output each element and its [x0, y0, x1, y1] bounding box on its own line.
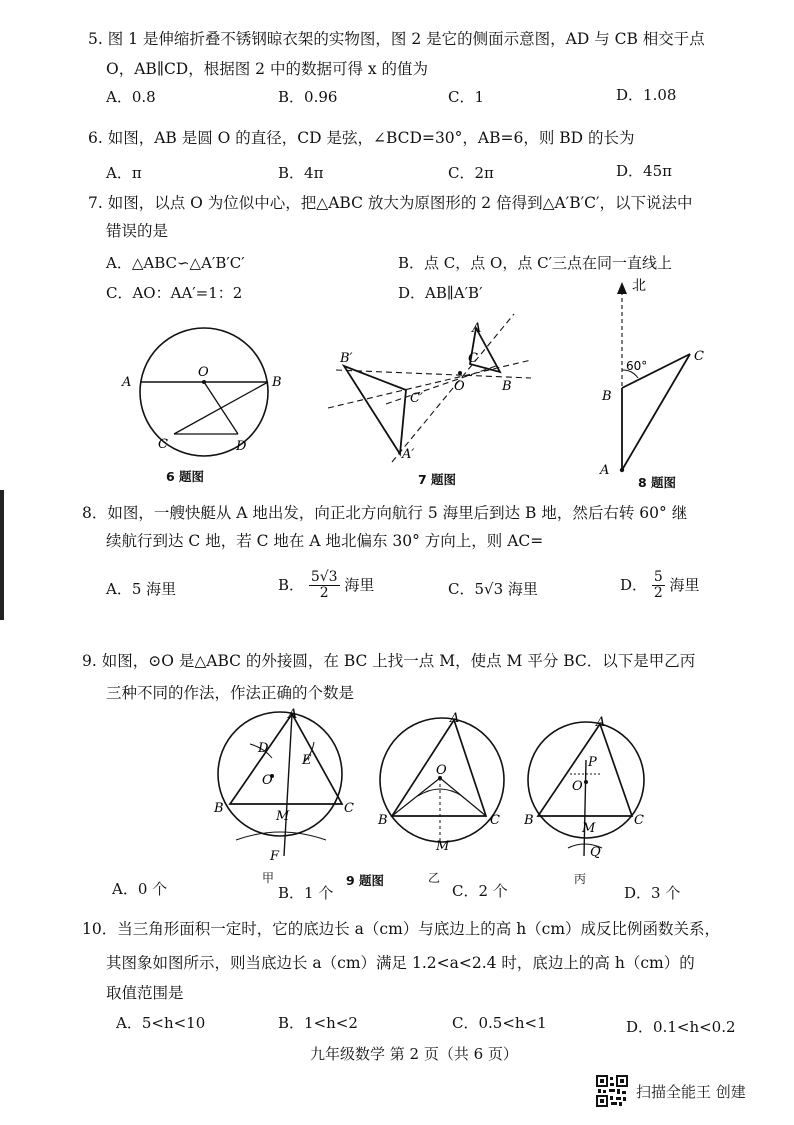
- figure-9-sub-yi: 乙: [428, 871, 441, 885]
- q6-option-d: D．45π: [616, 162, 672, 180]
- figure-6-circle-diagram: [112, 322, 298, 462]
- q9-option-c: C．2 个: [452, 882, 508, 900]
- q10-line2: 其图象如图所示，则当底边长 a（cm）满足 1.2<a<2.4 时，底边上的高 h（cm）的: [106, 954, 695, 972]
- scan-edge-mark: [0, 490, 4, 620]
- figure-7-caption: 7 题图: [418, 472, 457, 487]
- scanner-watermark: [596, 1075, 746, 1107]
- q5-option-b: B．0.96: [278, 88, 338, 106]
- svg-text:D: D: [236, 439, 247, 454]
- svg-text:P: P: [588, 755, 597, 770]
- q6-option-c: C．2π: [448, 164, 494, 182]
- svg-text:O: O: [572, 779, 583, 794]
- svg-text:A: A: [472, 321, 482, 336]
- svg-text:O: O: [198, 365, 209, 380]
- q9-line1: 9. 如图，⊙O 是△ABC 的外接圆，在 BC 上找一点 M，使点 M 平分 BC．以下是甲乙丙: [82, 652, 696, 670]
- svg-text:O: O: [436, 763, 447, 778]
- figure-9-caption: 9 题图: [346, 873, 385, 888]
- svg-text:A′: A′: [402, 447, 415, 462]
- q8-option-d-suffix: 海里: [669, 575, 700, 594]
- q9-option-d: D．3 个: [624, 884, 681, 902]
- q7-option-b: B．点 C，点 O，点 C′三点在同一直线上: [398, 254, 672, 272]
- q8-option-b-suffix: 海里: [344, 575, 375, 594]
- q7-line2: 错误的是: [106, 222, 169, 240]
- q6-option-b: B．4π: [278, 164, 324, 182]
- svg-text:C: C: [468, 351, 478, 366]
- svg-text:M: M: [276, 809, 290, 824]
- angle-60-label: 60°: [626, 359, 648, 373]
- svg-text:A: A: [596, 716, 606, 730]
- svg-text:E: E: [302, 753, 312, 768]
- svg-text:O: O: [262, 773, 273, 788]
- svg-text:C: C: [694, 349, 704, 364]
- svg-text:D: D: [258, 741, 269, 756]
- q8-option-b-fraction: [309, 570, 340, 602]
- q10-option-c: C．0.5<h<1: [452, 1014, 547, 1032]
- svg-text:C′: C′: [410, 391, 423, 406]
- figure-9-sub-bing: 丙: [574, 872, 587, 886]
- svg-text:B: B: [272, 375, 282, 390]
- svg-text:B: B: [502, 379, 512, 394]
- svg-text:Q: Q: [590, 845, 601, 860]
- q9-line2: 三种不同的作法，作法正确的个数是: [106, 684, 355, 702]
- svg-text:B: B: [378, 813, 388, 828]
- svg-text:C: C: [490, 813, 500, 828]
- figure-8-navigation-diagram: [592, 278, 722, 478]
- q5-line1: 5. 图 1 是伸缩折叠不锈钢晾衣架的实物图，图 2 是它的侧面示意图，AD 与 CB 相交于点: [88, 30, 705, 48]
- svg-text:B: B: [602, 389, 612, 404]
- q5-option-a: A．0.8: [106, 88, 156, 106]
- q10-line3: 取值范围是: [106, 984, 184, 1002]
- q8-option-d-denominator: 2: [653, 585, 663, 602]
- north-label: 北: [632, 278, 646, 294]
- q5-line2: O，AB∥CD，根据图 2 中的数据可得 x 的值为: [106, 60, 429, 78]
- q8-option-b-prefix: B．: [278, 575, 305, 594]
- q5-option-c: C．1: [448, 88, 485, 106]
- q9-option-a: A．0 个: [112, 880, 168, 898]
- q10-option-b: B．1<h<2: [278, 1014, 358, 1032]
- svg-text:A: A: [600, 463, 610, 478]
- q8-option-d-fraction: [652, 570, 665, 602]
- q9-option-b: B．1 个: [278, 884, 334, 902]
- figure-8-caption: 8 题图: [638, 475, 677, 490]
- svg-text:M: M: [436, 839, 450, 852]
- svg-text:A: A: [122, 375, 132, 390]
- figure-9-method-jia: [208, 708, 358, 878]
- q6-line1: 6. 如图，AB 是圆 O 的直径，CD 是弦，∠BCD=30°，AB=6，则 BD 的长为: [88, 129, 635, 147]
- svg-text:C: C: [158, 437, 168, 452]
- svg-text:A: A: [450, 712, 460, 726]
- svg-text:O: O: [454, 379, 465, 394]
- q8-option-c: C．5√3 海里: [448, 580, 538, 598]
- q5-option-d: D．1.08: [616, 86, 677, 104]
- figure-9-method-bing: [524, 716, 654, 866]
- svg-text:C: C: [634, 813, 644, 828]
- q8-option-d: [620, 570, 700, 602]
- q8-option-d-numerator: 5: [653, 569, 663, 585]
- figure-9-sub-jia: 甲: [262, 871, 275, 885]
- figure-6-caption: 6 题图: [166, 469, 205, 484]
- q7-option-d: D．AB∥A′B′: [398, 284, 483, 302]
- q10-line1: 10．当三角形面积一定时，它的底边长 a（cm）与底边上的高 h（cm）成反比例函数关系，: [82, 920, 721, 938]
- svg-text:M: M: [582, 821, 596, 836]
- svg-text:B′: B′: [340, 351, 353, 366]
- q10-option-a: A．5<h<10: [116, 1014, 206, 1032]
- q8-option-b-numerator: 5√3: [310, 569, 338, 585]
- q8-line1: 8．如图，一艘快艇从 A 地出发，向正北方向航行 5 海里后到达 B 地，然后右转 60° 继: [82, 504, 688, 522]
- figure-7-similar-triangles: [326, 312, 538, 472]
- q8-option-b-denominator: 2: [319, 585, 329, 602]
- svg-text:C: C: [344, 801, 354, 816]
- q8-option-d-prefix: D．: [620, 575, 648, 594]
- svg-text:B: B: [524, 813, 534, 828]
- q8-line2: 续航行到达 C 地，若 C 地在 A 地北偏东 30° 方向上，则 AC=: [106, 532, 544, 550]
- svg-text:B: B: [214, 801, 224, 816]
- q8-option-b: [278, 570, 374, 602]
- svg-text:F: F: [270, 849, 280, 864]
- q8-option-a: A．5 海里: [106, 580, 177, 598]
- watermark-text: 扫描全能王 创建: [636, 1082, 746, 1101]
- q7-option-a: A．△ABC∽△A′B′C′: [106, 254, 245, 272]
- q7-line1: 7. 如图，以点 O 为位似中心，把△ABC 放大为原图形的 2 倍得到△A′B′C′，以下说法中: [88, 194, 693, 212]
- page-footer: 九年级数学 第 2 页（共 6 页）: [310, 1045, 518, 1063]
- qr-code-icon: [596, 1075, 628, 1107]
- q6-option-a: A．π: [106, 164, 142, 182]
- q10-option-d: D．0.1<h<0.2: [626, 1018, 736, 1036]
- svg-text:A: A: [288, 708, 298, 722]
- q7-option-c: C．AO：AA′=1：2: [106, 284, 243, 302]
- figure-9-method-yi: [374, 712, 514, 852]
